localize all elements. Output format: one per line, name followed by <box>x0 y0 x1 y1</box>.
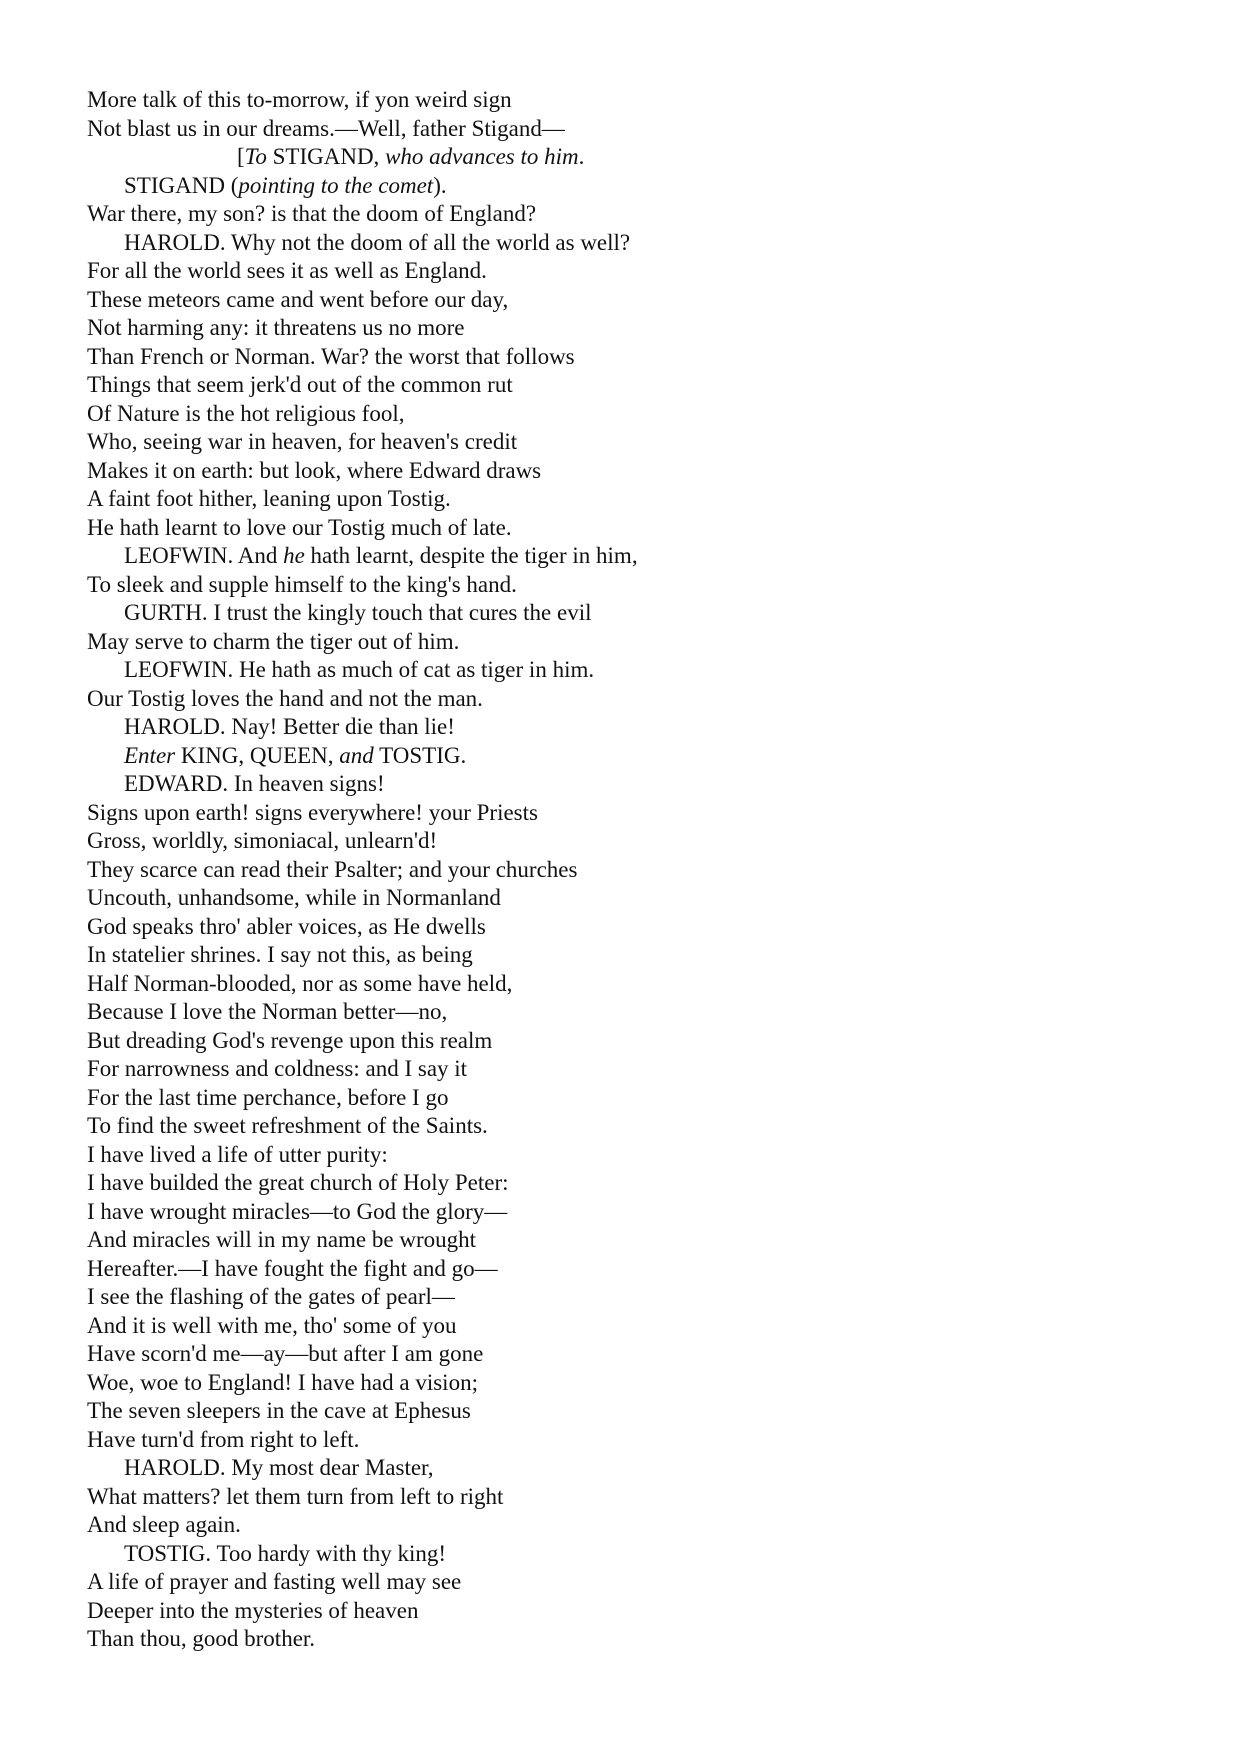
text-segment: To sleek and supple himself to the king's hand. <box>87 571 517 597</box>
text-segment: [ <box>237 144 245 169</box>
text-segment: Have turn'd from right to left. <box>87 1426 360 1452</box>
text-segment: Uncouth, unhandsome, while in Normanland <box>87 885 501 910</box>
speaker-line <box>87 742 1147 771</box>
speaker-line <box>87 1540 1147 1569</box>
speaker-line <box>87 542 1147 571</box>
speaker-line <box>87 1454 1147 1483</box>
text-segment: Than French or Norman. War? the worst that follows <box>87 343 575 369</box>
verse-line <box>87 371 1147 400</box>
verse-line <box>87 1283 1147 1312</box>
text-segment: HAROLD. Nay! Better die than lie! <box>124 714 455 739</box>
speaker-line <box>87 172 1147 201</box>
verse-line <box>87 1027 1147 1056</box>
text-segment: EDWARD. In heaven signs! <box>124 771 385 796</box>
italic-text: To <box>244 144 267 169</box>
text-segment: I have builded the great church of Holy Peter: <box>87 1170 509 1195</box>
play-text <box>87 86 1147 1654</box>
verse-line <box>87 628 1147 657</box>
text-segment: ). <box>433 172 447 198</box>
speaker-line <box>87 656 1147 685</box>
text-segment: Our Tostig loves the hand and not the man. <box>87 685 483 711</box>
verse-line <box>87 400 1147 429</box>
verse-line <box>87 1397 1147 1426</box>
text-segment: LEOFWIN. He hath as much of cat as tiger in him. <box>124 657 595 682</box>
verse-line <box>87 913 1147 942</box>
text-segment: Signs upon earth! signs everywhere! your Priests <box>87 799 538 825</box>
text-segment: To find the sweet refreshment of the Saints. <box>87 1113 488 1138</box>
verse-line <box>87 86 1147 115</box>
verse-line <box>87 485 1147 514</box>
verse-line <box>87 998 1147 1027</box>
text-segment: Makes it on earth: but look, where Edward draws <box>87 457 542 483</box>
italic-text: who advances to him <box>385 144 579 169</box>
speaker-line <box>87 599 1147 628</box>
text-segment: God speaks thro' abler voices, as He dwells <box>87 913 486 939</box>
text-segment: For the last time perchance, before I go <box>87 1084 449 1110</box>
verse-line <box>87 257 1147 286</box>
verse-line <box>87 1141 1147 1170</box>
text-segment: Not blast us in our dreams.—Well, father Stigand— <box>87 115 565 141</box>
verse-line <box>87 1226 1147 1255</box>
verse-line <box>87 571 1147 600</box>
text-segment: Things that seem jerk'd out of the common rut <box>87 372 513 397</box>
italic-text: pointing to the comet <box>238 172 434 198</box>
verse-line <box>87 1255 1147 1284</box>
text-segment: TOSTIG. Too hardy with thy king! <box>124 1540 447 1566</box>
text-segment: Half Norman-blooded, nor as some have held, <box>87 970 513 996</box>
text-segment: STIGAND, <box>266 144 386 169</box>
text-segment: . <box>578 144 585 169</box>
verse-line <box>87 1511 1147 1540</box>
verse-line <box>87 1198 1147 1227</box>
text-segment: Than thou, good brother. <box>87 1626 316 1651</box>
italic-text: he <box>283 543 305 568</box>
speaker-line <box>87 770 1147 799</box>
text-segment: Of Nature is the hot religious fool, <box>87 400 405 426</box>
verse-line <box>87 314 1147 343</box>
verse-line <box>87 343 1147 372</box>
verse-line <box>87 941 1147 970</box>
verse-line <box>87 970 1147 999</box>
text-segment: Because I love the Norman better—no, <box>87 999 448 1024</box>
text-segment: HAROLD. My most dear Master, <box>124 1455 434 1480</box>
verse-line <box>87 514 1147 543</box>
text-segment: hath learnt, despite the tiger in him, <box>304 543 638 568</box>
text-segment: For narrowness and coldness: and I say it <box>87 1056 468 1081</box>
text-segment: KING, QUEEN, <box>175 742 340 768</box>
text-segment: I see the flashing of the gates of pearl— <box>87 1284 455 1309</box>
verse-line <box>87 1369 1147 1398</box>
verse-line <box>87 286 1147 315</box>
text-segment: I have lived a life of utter purity: <box>87 1141 388 1167</box>
text-segment: TOSTIG. <box>373 742 467 768</box>
verse-line <box>87 1340 1147 1369</box>
speaker-line <box>87 713 1147 742</box>
verse-line <box>87 457 1147 486</box>
text-segment: Woe, woe to England! I have had a vision; <box>87 1369 478 1395</box>
verse-line <box>87 884 1147 913</box>
text-segment: May serve to charm the tiger out of him. <box>87 628 460 654</box>
verse-line <box>87 827 1147 856</box>
text-segment: For all the world sees it as well as England. <box>87 258 487 283</box>
text-segment: War there, my son? is that the doom of England? <box>87 201 537 226</box>
verse-line <box>87 1169 1147 1198</box>
italic-text: Enter <box>124 742 176 768</box>
text-segment: He hath learnt to love our Tostig much of late. <box>87 514 512 540</box>
verse-line <box>87 200 1147 229</box>
text-segment: I have wrought miracles—to God the glory— <box>87 1198 508 1224</box>
text-segment: And miracles will in my name be wrought <box>87 1227 477 1252</box>
text-segment: A life of prayer and fasting well may see <box>87 1569 462 1594</box>
verse-line <box>87 1112 1147 1141</box>
verse-line <box>87 115 1147 144</box>
text-segment: HAROLD. Why not the doom of all the world as well? <box>124 229 631 255</box>
text-segment: More talk of this to-morrow, if yon weird sign <box>87 87 512 112</box>
text-segment: GURTH. I trust the kingly touch that cures the evil <box>124 600 592 625</box>
text-segment: A faint foot hither, leaning upon Tostig. <box>87 486 451 511</box>
stage-direction-line <box>87 143 1147 172</box>
text-segment: Who, seeing war in heaven, for heaven's credit <box>87 429 518 454</box>
verse-line <box>87 428 1147 457</box>
text-segment: And it is well with me, tho' some of you <box>87 1312 457 1338</box>
text-segment: Gross, worldly, simoniacal, unlearn'd! <box>87 828 438 853</box>
text-segment: But dreading God's revenge upon this realm <box>87 1027 493 1053</box>
verse-line <box>87 1312 1147 1341</box>
text-segment: Have scorn'd me—ay—but after I am gone <box>87 1341 484 1366</box>
verse-line <box>87 799 1147 828</box>
text-segment: What matters? let them turn from left to right <box>87 1483 504 1509</box>
verse-line <box>87 1483 1147 1512</box>
text-segment: LEOFWIN. And <box>124 543 284 568</box>
text-segment: Hereafter.—I have fought the fight and go— <box>87 1255 498 1281</box>
text-segment: In statelier shrines. I say not this, as being <box>87 942 473 967</box>
text-segment: The seven sleepers in the cave at Ephesus <box>87 1398 471 1423</box>
verse-line <box>87 1055 1147 1084</box>
text-segment: Not harming any: it threatens us no more <box>87 315 465 340</box>
verse-line <box>87 1426 1147 1455</box>
verse-line <box>87 685 1147 714</box>
italic-text: and <box>339 742 374 768</box>
text-segment: They scarce can read their Psalter; and your churches <box>87 856 578 882</box>
speaker-line <box>87 229 1147 258</box>
text-segment: Deeper into the mysteries of heaven <box>87 1597 419 1623</box>
verse-line <box>87 1084 1147 1113</box>
text-segment: STIGAND ( <box>124 172 239 198</box>
verse-line <box>87 1597 1147 1626</box>
verse-line <box>87 856 1147 885</box>
text-segment: And sleep again. <box>87 1512 241 1537</box>
verse-line <box>87 1568 1147 1597</box>
verse-line <box>87 1625 1147 1654</box>
text-segment: These meteors came and went before our day, <box>87 286 509 312</box>
